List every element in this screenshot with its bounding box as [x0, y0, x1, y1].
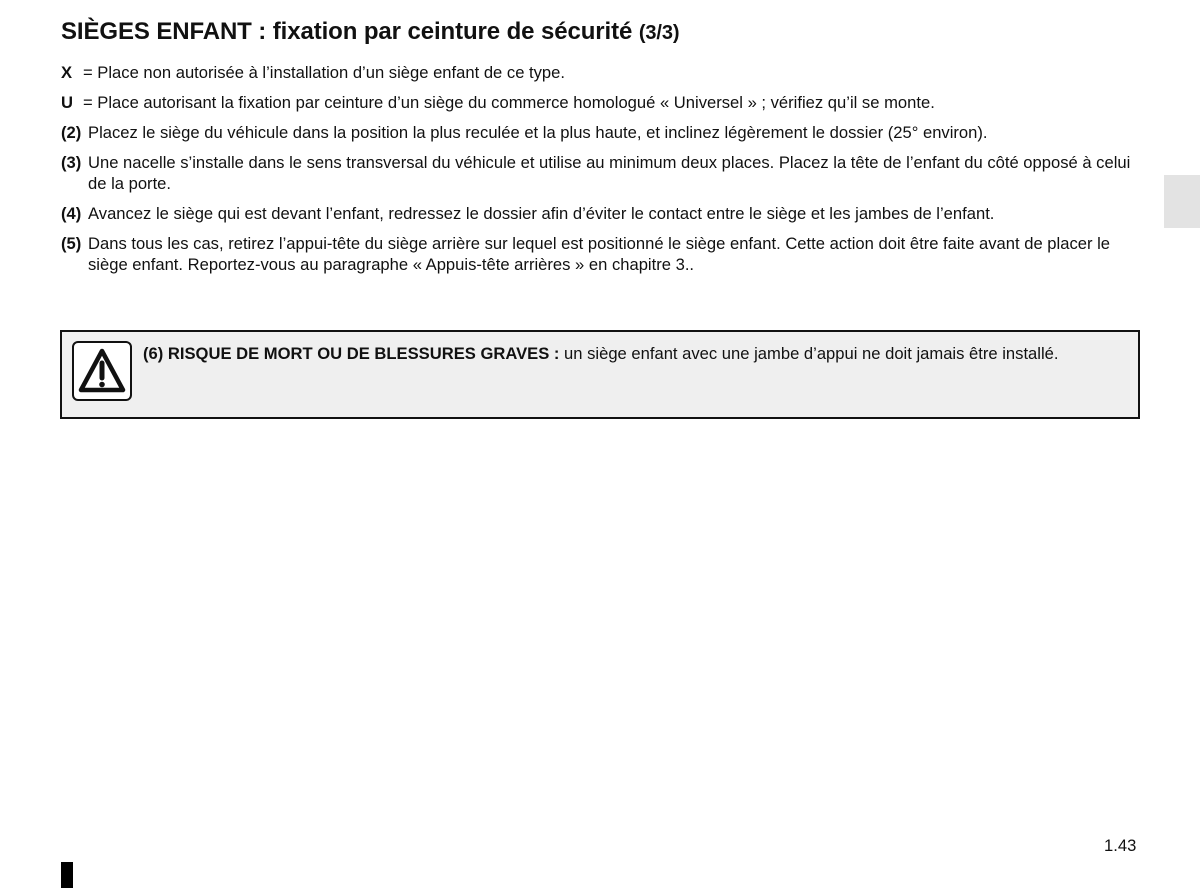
note-text: Placez le siège du véhicule dans la position la plus reculée et la plus haute, et inclinez légèrement le dossier (25° environ).	[88, 123, 988, 142]
warning-body: un siège enfant avec une jambe d’appui ne doit jamais être installé.	[559, 344, 1059, 363]
note-2	[61, 122, 1146, 143]
note-text: = Place autorisant la fixation par ceinture d’un siège du commerce homologué « Universel » ; vérifiez qu’il se monte.	[83, 93, 935, 112]
page-number: 1.43	[1104, 836, 1137, 855]
corner-mark	[61, 862, 73, 888]
note-4	[61, 203, 1146, 224]
note-key: X	[61, 63, 73, 82]
page-title-part: (3/3)	[638, 22, 680, 44]
chapter-side-tab	[1164, 175, 1200, 228]
warning-triangle-icon	[72, 341, 132, 401]
note-3	[61, 152, 1146, 194]
note-text: Avancez le siège qui est devant l’enfant, redressez le dossier afin d’éviter le contact entre le siège et les jambes de l’enfant.	[88, 204, 995, 223]
note-key: (5)	[61, 234, 82, 253]
note-text: Dans tous les cas, retirez l’appui-tête du siège arrière sur lequel est positionné le siège enfant. Cette action doit être faite avant de placer le siège enfant. Reportez-vous au paragraphe « Appuis-tête arrières » en chapitre 3..	[88, 234, 1111, 274]
note-key: U	[61, 93, 73, 112]
note-x	[61, 62, 1146, 83]
note-text: Une nacelle s’installe dans le sens transversal du véhicule et utilise au minimum deux places. Placez la tête de l’enfant du côté opposé à celui de la porte.	[88, 153, 1131, 193]
note-key: (4)	[61, 204, 82, 223]
page-title-main: SIÈGES ENFANT : fixation par ceinture de sécurité	[61, 18, 633, 45]
note-key: (3)	[61, 153, 82, 172]
warning-text	[143, 343, 1133, 364]
note-key: (2)	[61, 123, 82, 142]
note-5	[61, 233, 1146, 275]
note-u	[61, 92, 1146, 113]
page-title	[61, 18, 679, 46]
notes-list	[61, 62, 1146, 284]
note-text: = Place non autorisée à l’installation d’un siège enfant de ce type.	[83, 63, 566, 82]
warning-heading: (6) RISQUE DE MORT OU DE BLESSURES GRAVES :	[143, 344, 560, 363]
warning-box	[60, 330, 1140, 419]
